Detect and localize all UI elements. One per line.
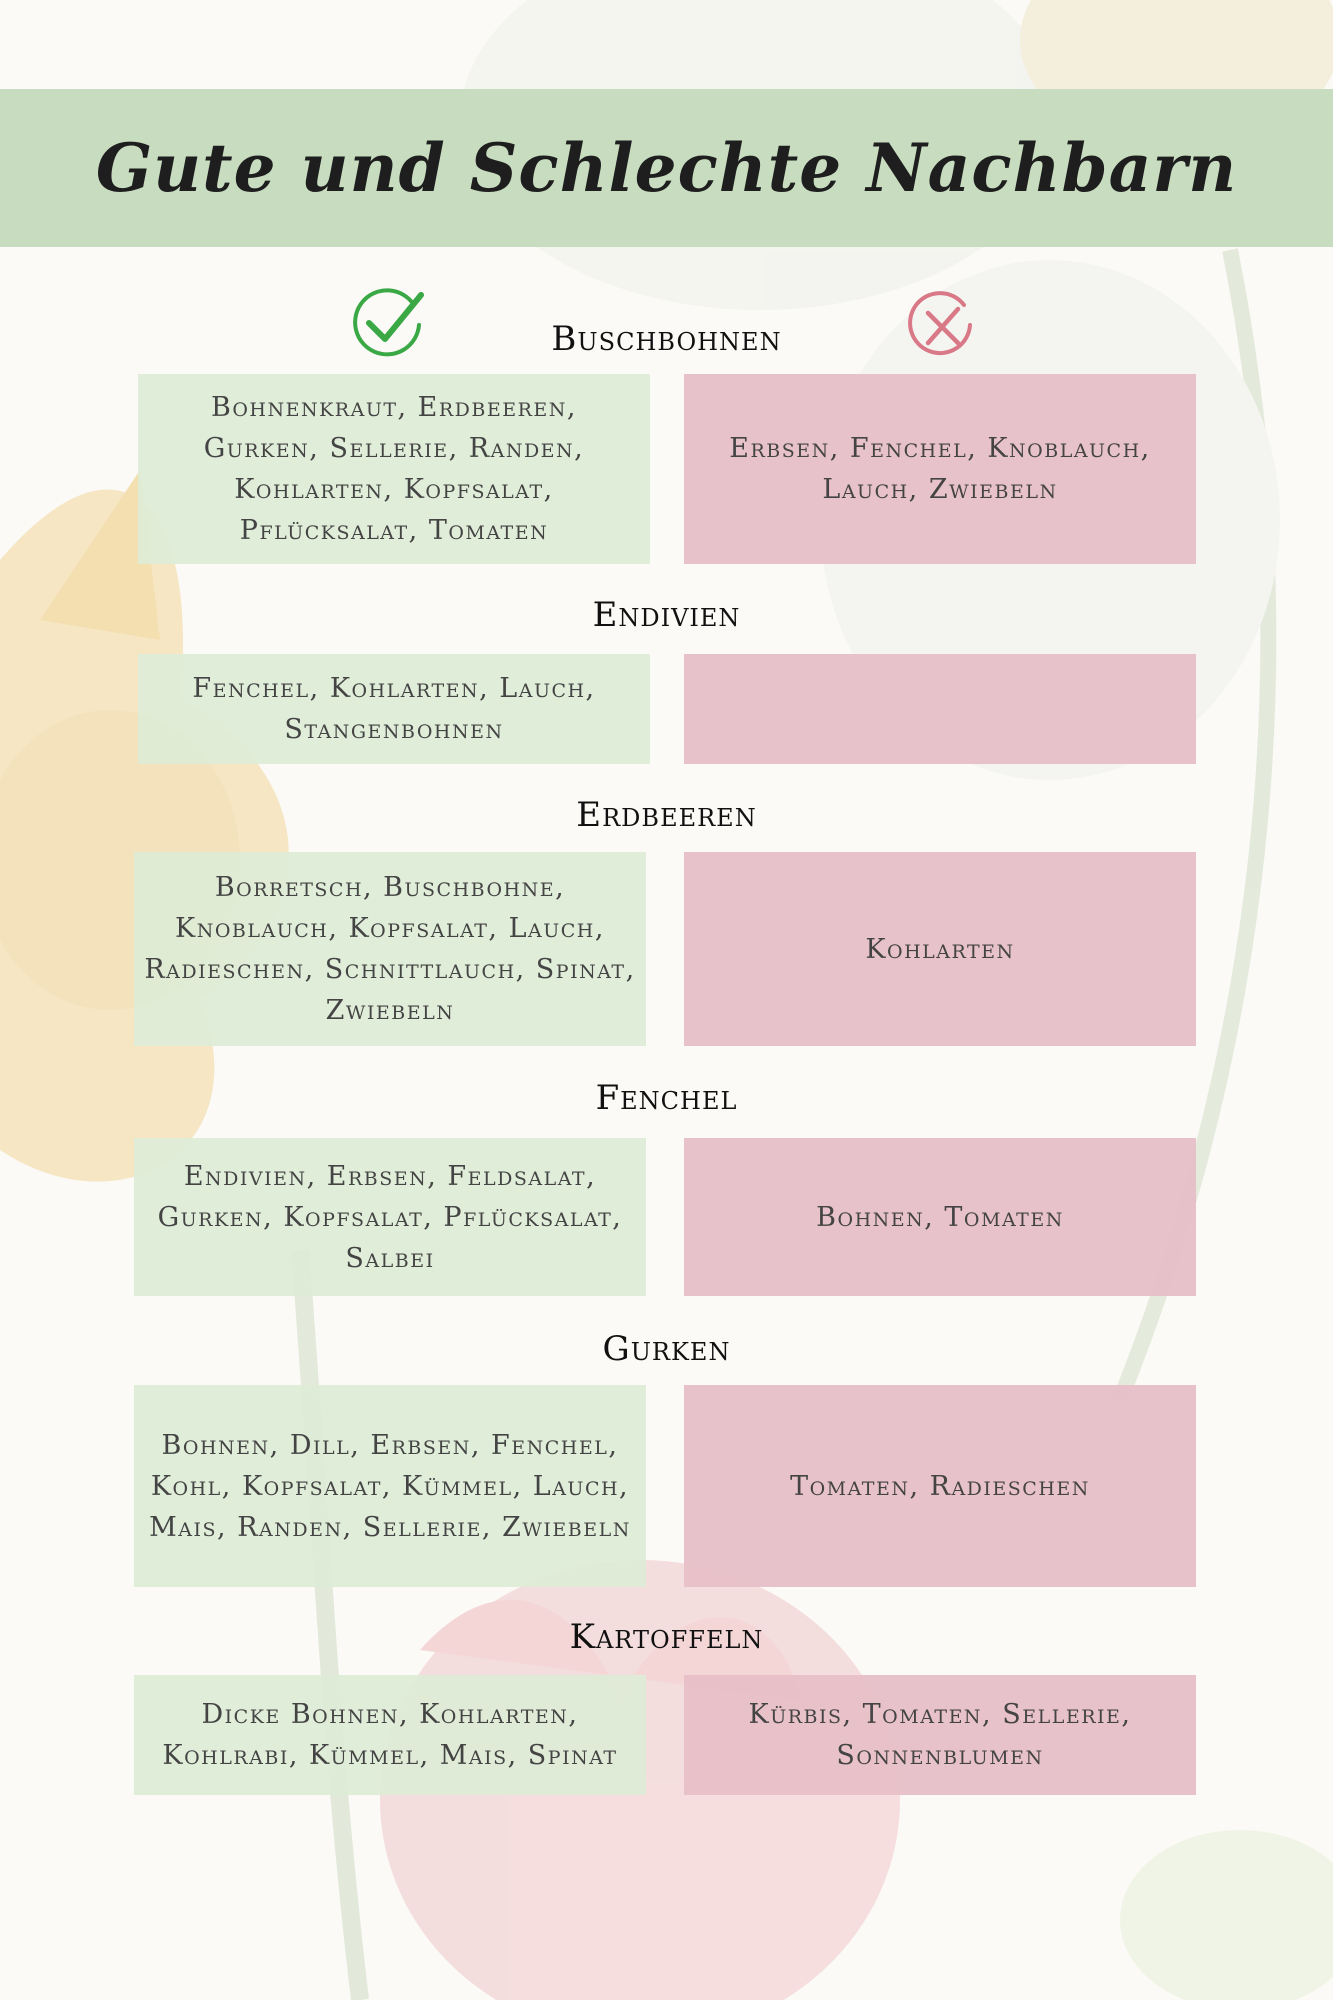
title-banner xyxy=(0,89,1333,247)
good-neighbors-box: Dicke Bohnen, Kohlarten, Kohlrabi, Kümmel, Mais, Spinat xyxy=(134,1675,646,1795)
bad-neighbors-box: Erbsen, Fenchel, Knoblauch, Lauch, Zwiebeln xyxy=(684,374,1196,564)
good-neighbors-box: Endivien, Erbsen, Feldsalat, Gurken, Kopfsalat, Pflücksalat, Salbei xyxy=(134,1138,646,1296)
section-heading: Kartoffeln xyxy=(569,1617,764,1657)
bad-neighbors-box: Kürbis, Tomaten, Sellerie, Sonnenblumen xyxy=(684,1675,1196,1795)
section-heading: Gurken xyxy=(602,1329,731,1369)
section-heading: Endivien xyxy=(592,595,741,635)
good-neighbors-box: Bohnen, Dill, Erbsen, Fenchel, Kohl, Kopfsalat, Kümmel, Lauch, Mais, Randen, Sellerie, Zwiebeln xyxy=(134,1385,646,1587)
section-heading: Buschbohnen xyxy=(551,319,782,359)
bad-neighbors-box: Tomaten, Radieschen xyxy=(684,1385,1196,1587)
bad-neighbors-box xyxy=(684,654,1196,764)
bad-neighbors-box: Bohnen, Tomaten xyxy=(684,1138,1196,1296)
good-neighbors-box: Fenchel, Kohlarten, Lauch, Stangenbohnen xyxy=(138,654,650,764)
page-title: Gute und Schlechte Nachbarn xyxy=(95,129,1238,207)
section-heading: Erdbeeren xyxy=(576,795,757,835)
bad-neighbors-box: Kohlarten xyxy=(684,852,1196,1046)
section-heading: Fenchel xyxy=(595,1078,738,1118)
good-neighbors-box: Bohnenkraut, Erdbeeren, Gurken, Sellerie, Randen, Kohlarten, Kopfsalat, Pflücksalat, Tomaten xyxy=(138,374,650,564)
good-neighbors-box: Borretsch, Buschbohne, Knoblauch, Kopfsalat, Lauch, Radieschen, Schnittlauch, Spinat, Zwiebeln xyxy=(134,852,646,1046)
